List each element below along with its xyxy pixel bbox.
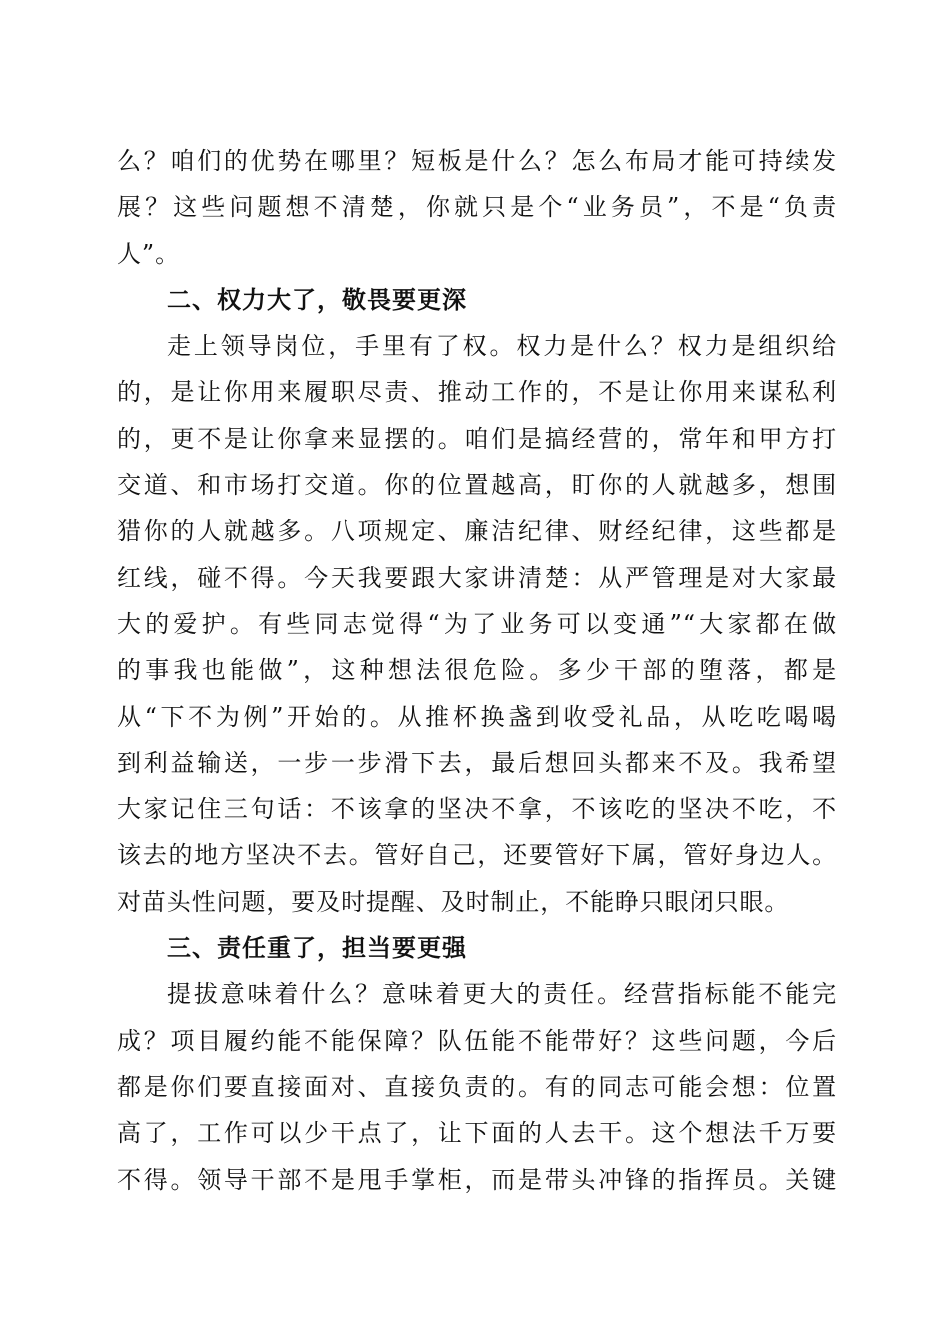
text-line: 成？项目履约能不能保障？队伍能不能带好？这些问题，今后 [117, 1026, 837, 1055]
paragraph-2 [117, 323, 837, 925]
text-line: 走上领导岗位，手里有了权。权力是什么？权力是组织给 [167, 332, 837, 361]
document-body [117, 138, 837, 1203]
text-line: 么？咱们的优势在哪里？短板是什么？怎么布局才能可持续发 [117, 147, 837, 175]
text-line: 展？这些问题想不清楚，你就只是个“业务员”，不是“负责 [117, 193, 837, 222]
text-line: 提拔意味着什么？意味着更大的责任。经营指标能不能完 [167, 980, 837, 1009]
text-line: 猎你的人就越多。八项规定、廉洁纪律、财经纪律，这些都是 [117, 517, 837, 546]
text-line: 大的爱护。有些同志觉得“为了业务可以变通”“大家都在做 [117, 609, 837, 638]
text-line: 不得。领导干部不是甩手掌柜，而是带头冲锋的指挥员。关键 [117, 1165, 837, 1194]
section-heading-3: 三、责任重了，担当要更强 [167, 934, 467, 963]
text-line: 都是你们要直接面对、直接负责的。有的同志可能会想：位置 [117, 1072, 837, 1101]
text-line: 大家记住三句话：不该拿的坚决不拿，不该吃的坚决不吃，不 [117, 795, 837, 824]
text-line: 从“下不为例”开始的。从推杯换盏到收受礼品，从吃吃喝喝 [117, 702, 837, 731]
text-line: 到利益输送，一步一步滑下去，最后想回头都来不及。我希望 [117, 748, 837, 777]
section-heading-2: 二、权力大了，敬畏要更深 [167, 285, 467, 314]
paragraph-3 [117, 971, 837, 1202]
text-line: 交道、和市场打交道。你的位置越高，盯你的人就越多，想围 [117, 471, 837, 500]
text-line: 人”。 [117, 239, 180, 268]
text-line: 高了，工作可以少干点了，让下面的人去干。这个想法千万要 [117, 1119, 837, 1148]
text-line: 对苗头性问题，要及时提醒、及时制止，不能睁只眼闭只眼。 [117, 887, 790, 916]
text-line: 红线，碰不得。今天我要跟大家讲清楚：从严管理是对大家最 [117, 563, 837, 592]
text-line: 的事我也能做”，这种想法很危险。多少干部的堕落，都是 [117, 656, 837, 685]
text-line: 该去的地方坚决不去。管好自己，还要管好下属，管好身边人。 [117, 841, 837, 870]
text-line: 的，更不是让你拿来显摆的。咱们是搞经营的，常年和甲方打 [117, 424, 837, 453]
paragraph-1 [117, 138, 837, 277]
text-line: 的，是让你用来履职尽责、推动工作的，不是让你用来谋私利 [117, 378, 837, 407]
